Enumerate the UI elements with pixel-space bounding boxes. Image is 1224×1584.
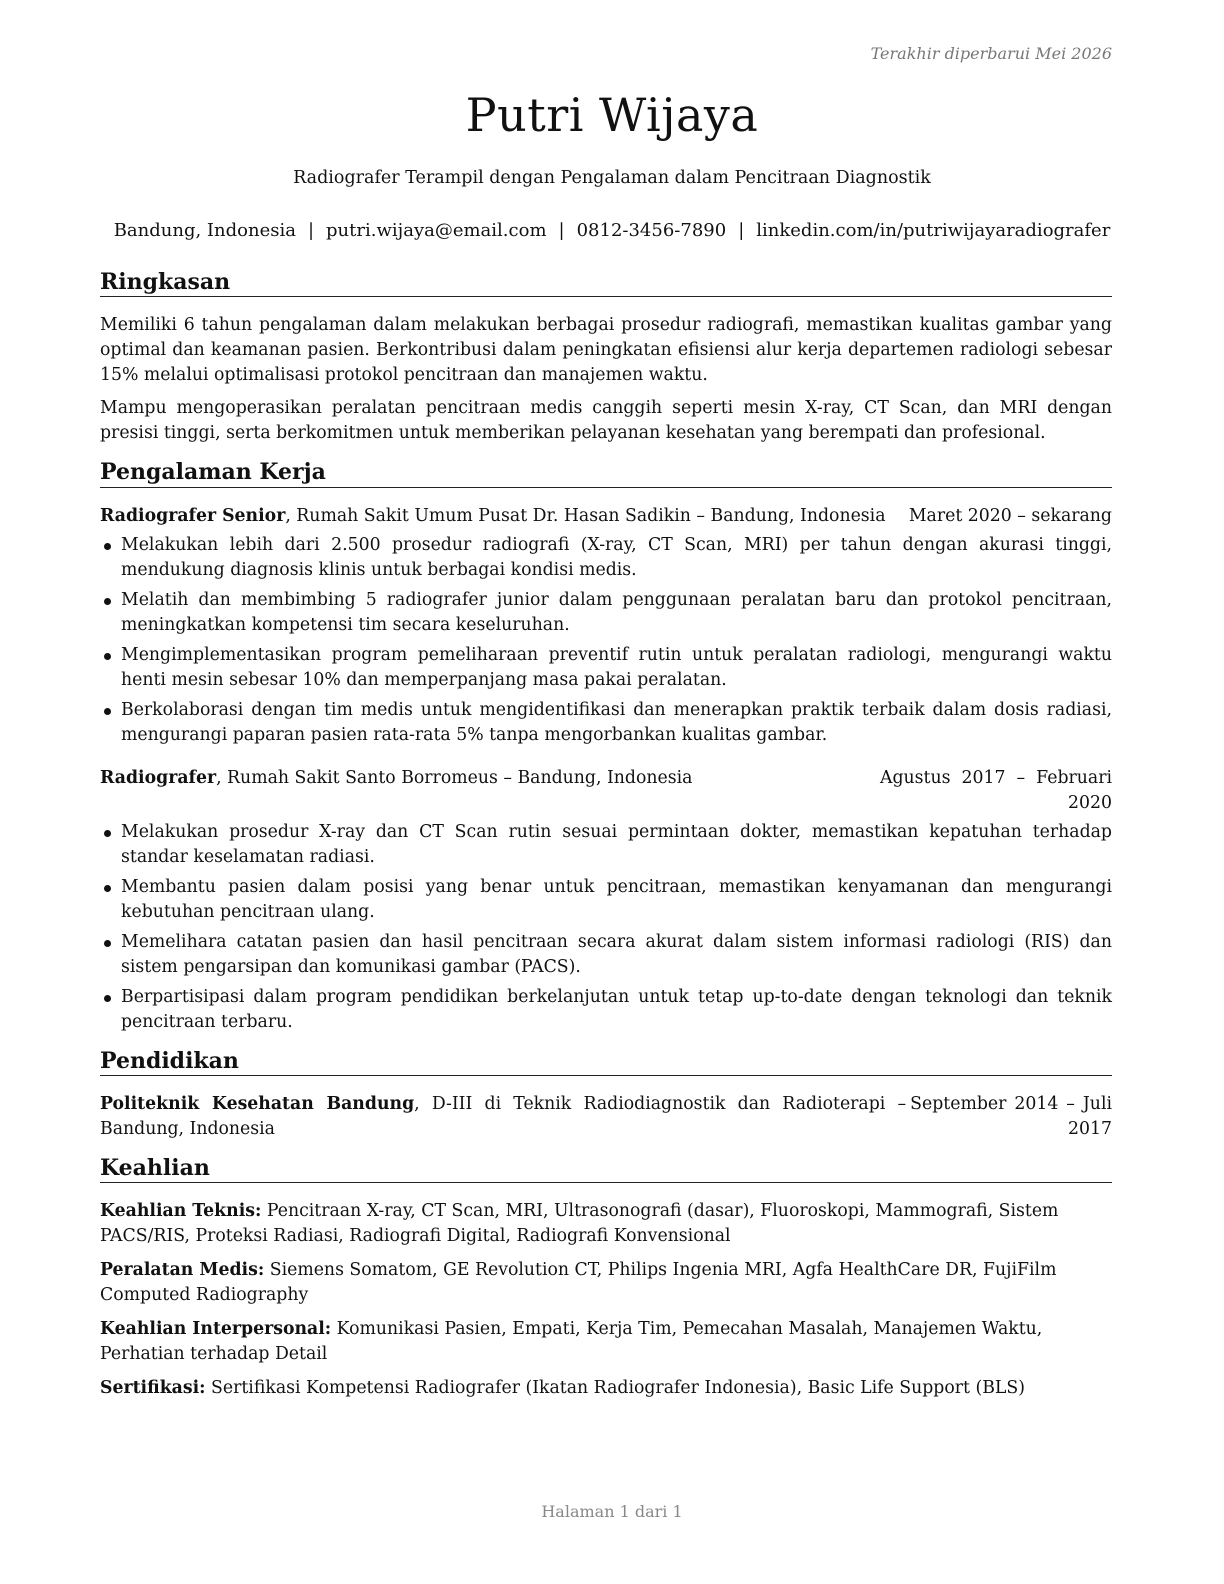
education-dates: September 2014 – Juli 2017 [910, 1093, 1112, 1139]
job-bullets [100, 533, 1112, 748]
education-school: Politeknik Kesehatan Bandung [100, 1093, 415, 1114]
skill-group [100, 1199, 1112, 1249]
section-title-education: Pendidikan [100, 1049, 1112, 1076]
job-bullet: Berkolaborasi dengan tim medis untuk mengidentifikasi dan menerapkan praktik terbaik dalam dosis radiasi, mengurangi paparan pasien rata-rata 5% tanpa mengorbankan kualitas gambar. [100, 698, 1112, 748]
experience-section [100, 460, 1112, 1034]
job-bullet: Melakukan prosedur X-ray dan CT Scan rutin sesuai permintaan dokter, memastikan kepatuhan terhadap standar keselamatan radiasi. [100, 820, 1112, 870]
job-header [100, 766, 1112, 816]
resume-body [100, 270, 1112, 1415]
education-institution-line [100, 1092, 906, 1142]
job-bullets [100, 820, 1112, 1035]
section-title-summary: Ringkasan [100, 270, 1112, 297]
candidate-headline: Radiografer Terampil dengan Pengalaman dalam Pencitraan Diagnostik [293, 168, 931, 188]
contact-phone[interactable]: 0812-3456-7890 [576, 220, 727, 241]
contact-linkedin[interactable]: linkedin.com/in/putriwijayaradiografer [756, 220, 1111, 241]
skills-section [100, 1156, 1112, 1401]
contact-separator: | [738, 220, 745, 241]
education-degree: , D-III di Teknik Radiodiagnostik dan Radioterapi – Bandung, Indonesia [100, 1093, 907, 1139]
job-bullet: Mengimplementasikan program pemeliharaan preventif rutin untuk peralatan radiologi, mengurangi waktu henti mesin sebesar 10% dan memperpanjang masa pakai peralatan. [100, 643, 1112, 693]
skill-group-value: Sertifikasi Kompetensi Radiografer (Ikatan Radiografer Indonesia), Basic Life Support (BLS) [205, 1378, 1025, 1399]
education-section [100, 1049, 1112, 1142]
job-dates: Agustus 2017 – Februari 2020 [880, 767, 1112, 813]
summary-paragraph: Mampu mengoperasikan peralatan pencitraan medis canggih seperti mesin X-ray, CT Scan, dan MRI dengan presisi tinggi, serta berkomitmen untuk memberikan pelayanan kesehatan yang berempati dan profesional. [100, 398, 1112, 444]
contact-line [0, 220, 1224, 241]
section-title-experience: Pengalaman Kerja [100, 460, 1112, 487]
education-entry [100, 1092, 1112, 1142]
job-bullet: Melatih dan membimbing 5 radiografer junior dalam penggunaan peralatan baru dan protokol pencitraan, meningkatkan kompetensi tim secara keseluruhan. [100, 588, 1112, 638]
skill-group [100, 1376, 1112, 1401]
skill-group-label: Keahlian Interpersonal: [100, 1319, 332, 1340]
job-dates: Maret 2020 – sekarang [908, 505, 1112, 526]
job-entry [100, 766, 1112, 1035]
job-employer: , Rumah Sakit Umum Pusat Dr. Hasan Sadikin – Bandung, Indonesia [285, 505, 886, 526]
skill-group-label: Peralatan Medis: [100, 1260, 265, 1281]
skill-group [100, 1258, 1112, 1308]
skill-group-label: Sertifikasi: [100, 1378, 206, 1399]
skill-group [100, 1317, 1112, 1367]
contact-separator: | [558, 220, 565, 241]
job-bullet: Memelihara catatan pasien dan hasil pencitraan secara akurat dalam sistem informasi radiologi (RIS) dan sistem pengarsipan dan komunikasi gambar (PACS). [100, 930, 1112, 980]
job-bullet: Melakukan lebih dari 2.500 prosedur radiografi (X-ray, CT Scan, MRI) per tahun dengan akurasi tinggi, mendukung diagnosis klinis untuk berbagai kondisi medis. [100, 533, 1112, 583]
skill-group-value: Komunikasi Pasien, Empati, Kerja Tim, Pemecahan Masalah, Manajemen Waktu, Perhatian terhadap Detail [100, 1319, 1043, 1365]
section-title-skills: Keahlian [100, 1156, 1112, 1183]
job-title-line [100, 504, 889, 529]
summary-paragraph: Memiliki 6 tahun pengalaman dalam melakukan berbagai prosedur radiografi, memastikan kualitas gambar yang optimal dan keamanan pasien. Berkontribusi dalam peningkatan efisiensi alur kerja departemen radiologi sebesar 15% melalui optimalisasi protokol pencitraan dan manajemen waktu. [100, 315, 1112, 386]
contact-location: Bandung, Indonesia [113, 220, 296, 241]
page-number: Halaman 1 dari 1 [541, 1502, 683, 1521]
contact-email[interactable]: putri.wijaya@email.com [326, 220, 547, 241]
job-role: Radiografer Senior [100, 505, 286, 526]
job-bullet: Berpartisipasi dalam program pendidikan berkelanjutan untuk tetap up-to-date dengan teknologi dan teknik pencitraan terbaru. [100, 985, 1112, 1035]
contact-separator: | [307, 220, 315, 241]
job-title-line [100, 766, 860, 791]
skill-group-value: Siemens Somatom, GE Revolution CT, Philips Ingenia MRI, Agfa HealthCare DR, FujiFilm Computed Radiography [100, 1260, 1057, 1306]
job-bullet: Membantu pasien dalam posisi yang benar untuk pencitraan, memastikan kenyamanan dan mengurangi kebutuhan pencitraan ulang. [100, 875, 1112, 925]
candidate-name: Putri Wijaya [465, 88, 759, 142]
skill-group-value: Pencitraan X-ray, CT Scan, MRI, Ultrasonografi (dasar), Fluoroskopi, Mammografi, Sistem PACS/RIS, Proteksi Radiasi, Radiografi Digital, Radiografi Konvensional [100, 1201, 1059, 1247]
job-header [100, 504, 1112, 529]
skill-group-label: Keahlian Teknis: [100, 1201, 262, 1222]
last-updated-note: Terakhir diperbarui Mei 2026 [870, 44, 1112, 63]
job-entry [100, 504, 1112, 748]
job-role: Radiografer [100, 767, 217, 788]
summary-section [100, 270, 1112, 446]
job-employer: , Rumah Sakit Santo Borromeus – Bandung, Indonesia [216, 767, 693, 788]
